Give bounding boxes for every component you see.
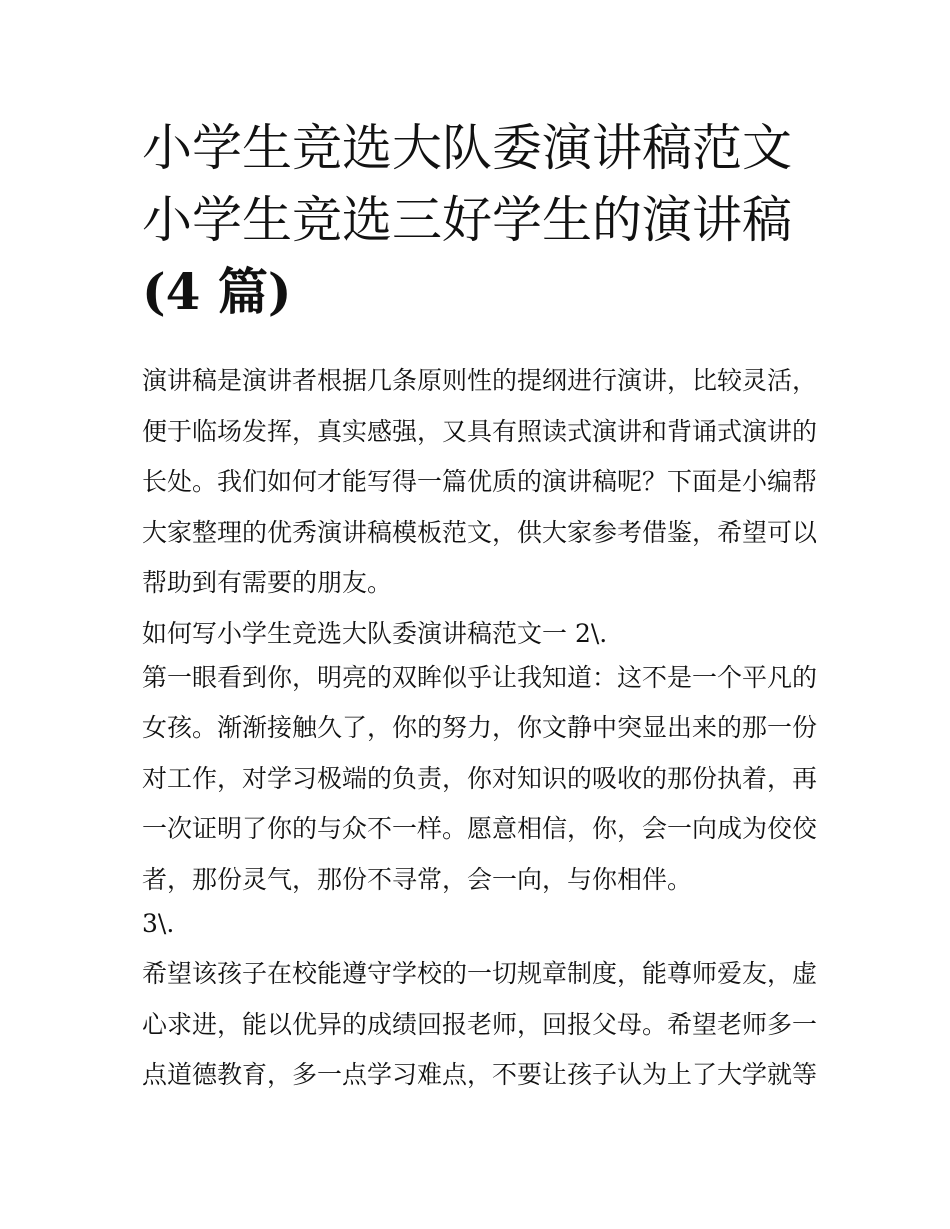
section-number: 3\. xyxy=(142,908,175,938)
section-heading: 如何写小学生竞选大队委演讲稿范文一 2\. xyxy=(142,618,608,648)
body-line: 者，那份灵气，那份不寻常，会一向，与你相伴。 xyxy=(142,864,693,894)
body-line: 点道德教育，多一点学习难点，不要让孩子认为上了大学就等 xyxy=(142,1060,818,1089)
body-line: 一次证明了你的与众不一样。愿意相信，你，会一向成为佼佼 xyxy=(142,814,818,843)
body-line: 演讲稿是演讲者根据几条原则性的提纲进行演讲，比较灵活， xyxy=(142,366,818,395)
document-body xyxy=(142,356,822,1101)
body-line: 帮助到有需要的朋友。 xyxy=(142,568,393,597)
body-line: 便于临场发挥，真实感强，又具有照读式演讲和背诵式演讲的 xyxy=(142,416,818,446)
body-line: 心求进，能以优异的成绩回报老师，回报父母。希望老师多一 xyxy=(142,1009,818,1039)
body-line: 长处。我们如何才能写得一篇优质的演讲稿呢？下面是小编帮 xyxy=(142,467,818,496)
body-line: 女孩。渐渐接触久了，你的努力，你文静中突显出来的那一份 xyxy=(142,713,818,742)
document-title xyxy=(142,112,822,328)
title-line-3: (4 篇) xyxy=(142,262,292,321)
title-line-2: 小学生竞选三好学生的演讲稿 xyxy=(142,191,792,249)
body-line: 对工作，对学习极端的负责，你对知识的吸收的那份执着，再 xyxy=(142,763,818,793)
title-line-1: 小学生竞选大队委演讲稿范文 xyxy=(142,119,792,177)
body-line: 希望该孩子在校能遵守学校的一切规章制度，能尊师爱友，虚 xyxy=(142,959,818,988)
body-line: 第一眼看到你，明亮的双眸似乎让我知道：这不是一个平凡的 xyxy=(142,662,818,692)
body-line: 大家整理的优秀演讲稿模板范文，供大家参考借鉴，希望可以 xyxy=(142,517,818,547)
